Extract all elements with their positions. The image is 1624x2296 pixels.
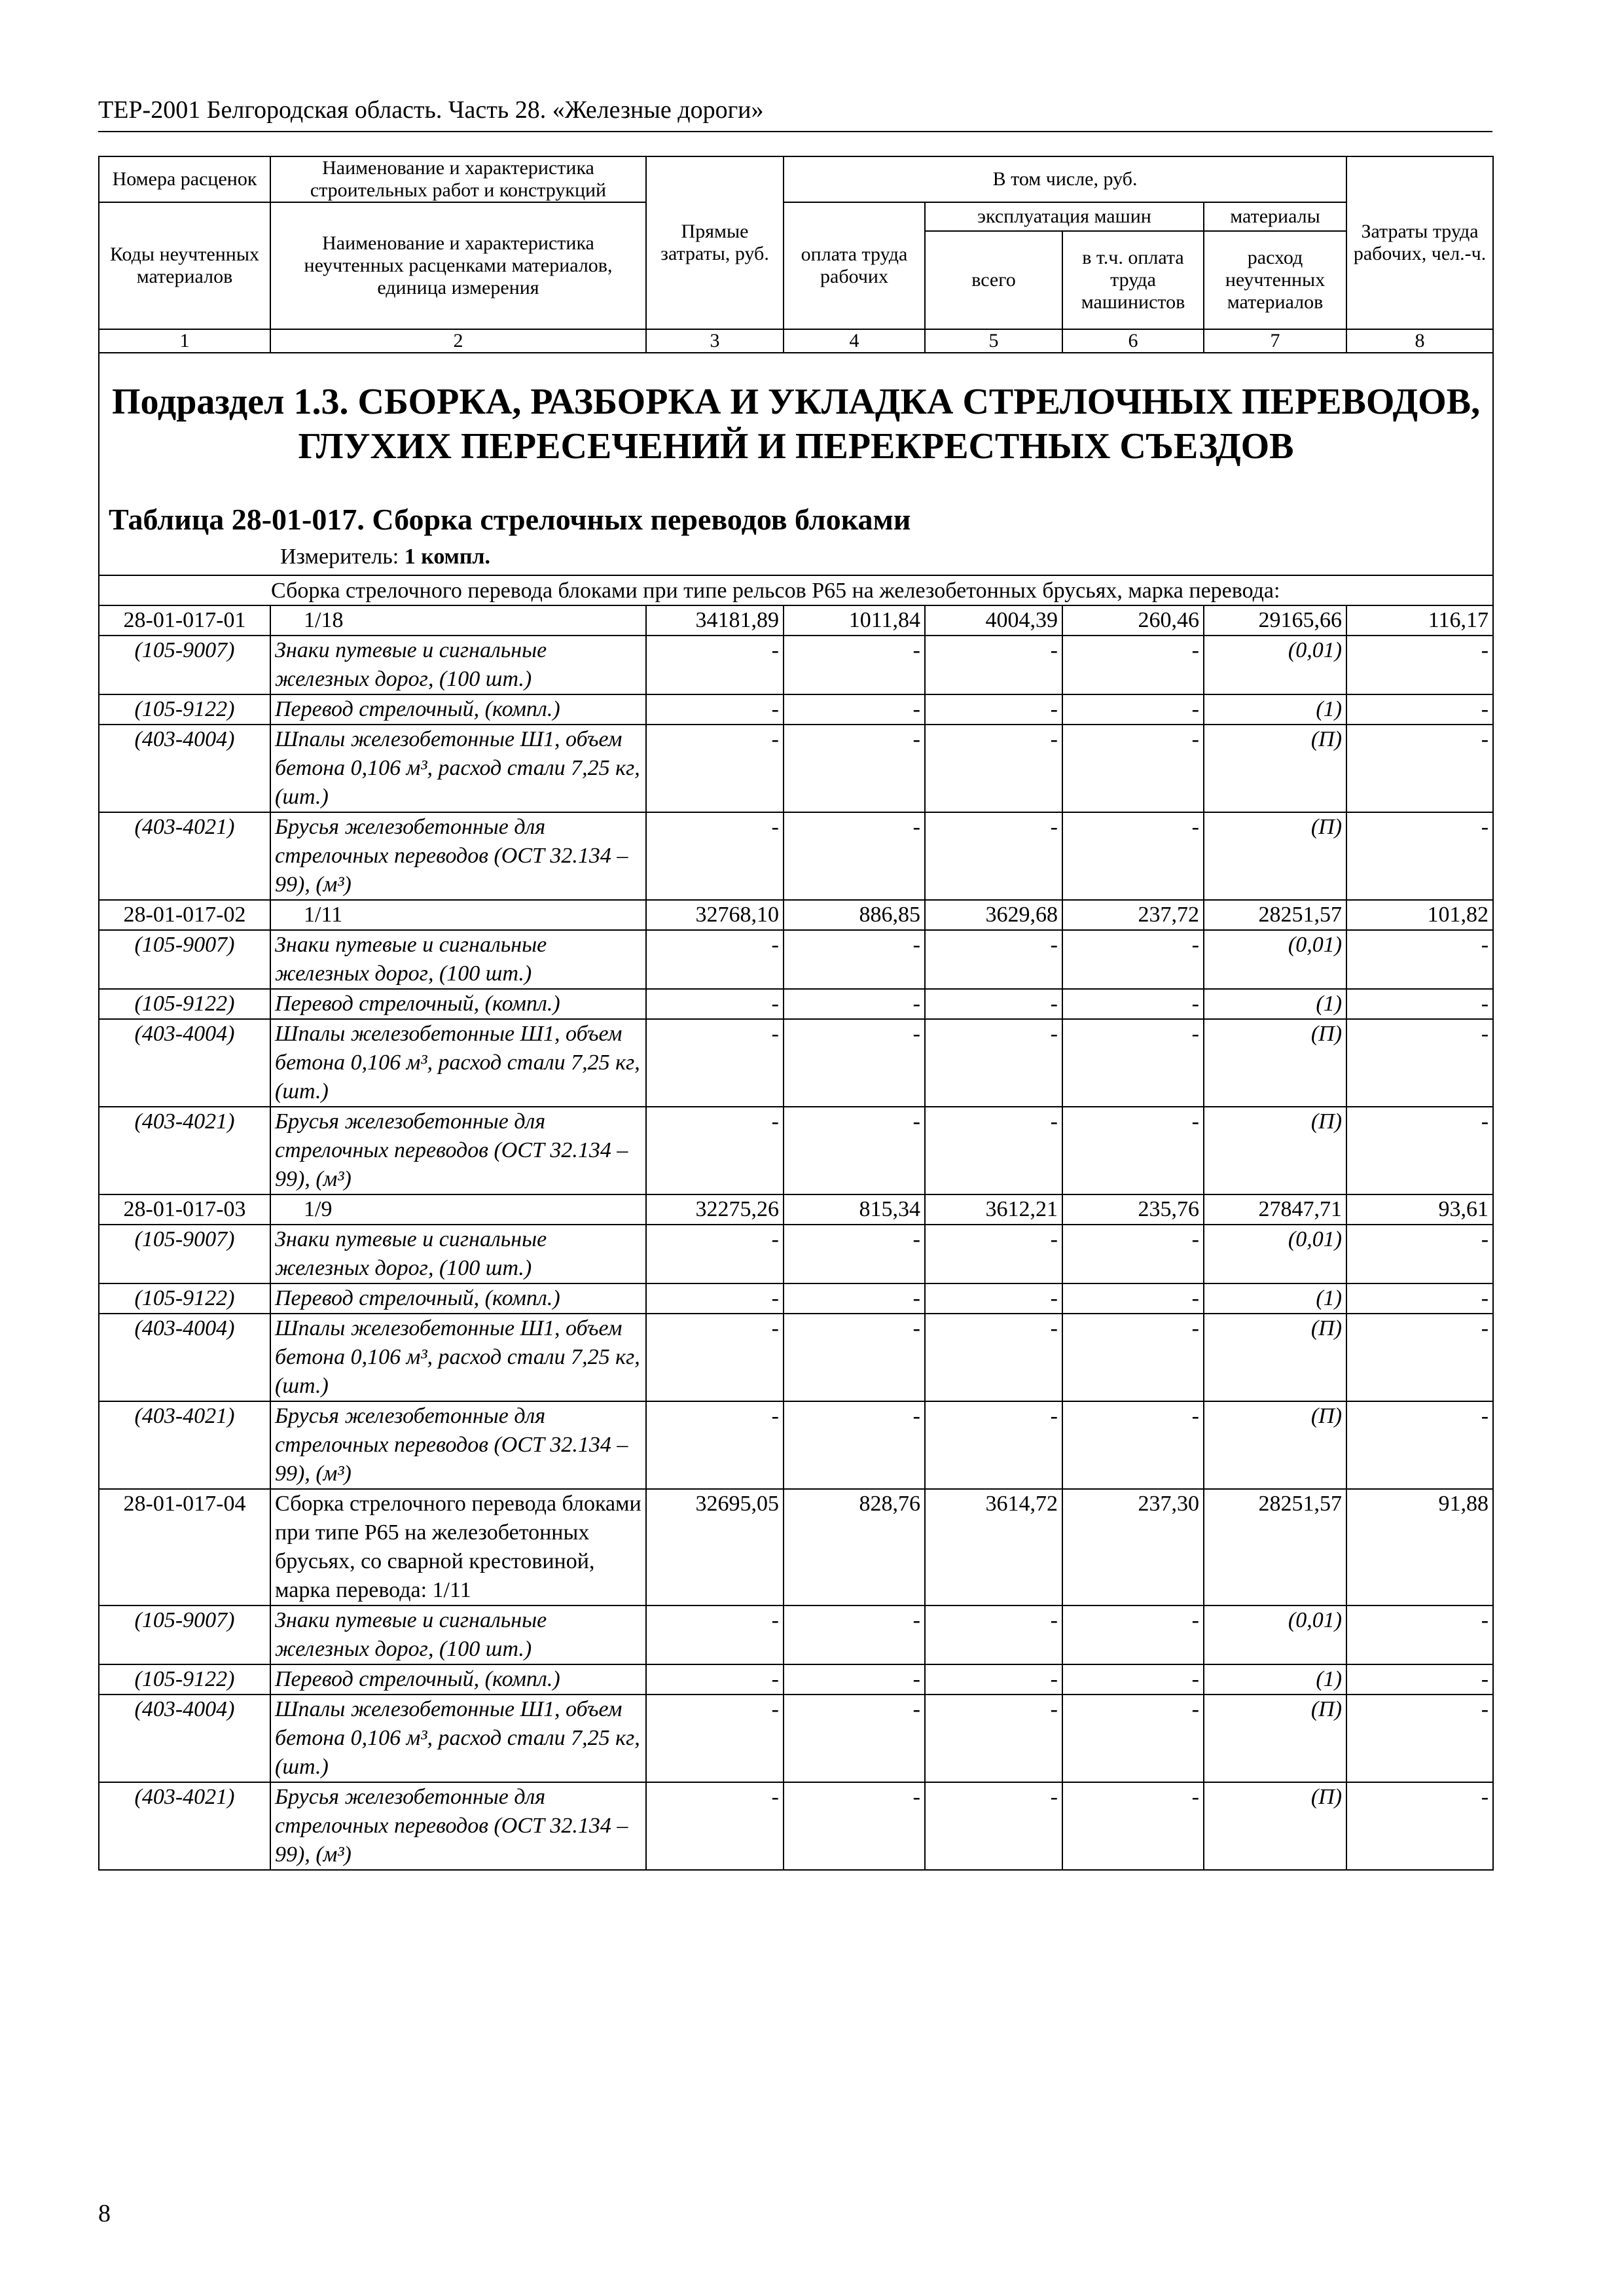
- material-value: -: [784, 989, 925, 1019]
- material-value: -: [784, 1283, 925, 1314]
- material-value: -: [925, 1283, 1062, 1314]
- material-name: Знаки путевые и сигнальные железных дорог, (100 шт.): [270, 1605, 646, 1664]
- material-value: -: [646, 1695, 784, 1782]
- rate-value: 93,61: [1346, 1194, 1493, 1225]
- rate-row: [99, 605, 1493, 636]
- material-row: [99, 1314, 1493, 1401]
- col-number: 8: [1346, 329, 1493, 353]
- material-value: -: [925, 1695, 1062, 1782]
- material-value: -: [925, 694, 1062, 725]
- material-value: -: [646, 1019, 784, 1107]
- material-code: (105-9122): [99, 694, 270, 725]
- material-value: -: [925, 1019, 1062, 1107]
- material-row: [99, 1107, 1493, 1194]
- header-rule: [98, 131, 1492, 132]
- rate-value: 260,46: [1062, 605, 1204, 636]
- material-value: -: [1346, 1782, 1493, 1870]
- material-value: -: [1346, 1605, 1493, 1664]
- col2-header-top: Наименование и характеристика строительных работ и конструкций: [270, 156, 646, 202]
- col1-header-bottom: Коды неучтенных материалов: [99, 202, 270, 329]
- material-value: -: [784, 1605, 925, 1664]
- rate-value: 101,82: [1346, 900, 1493, 930]
- material-value: -: [784, 725, 925, 812]
- material-value: -: [925, 1664, 1062, 1695]
- machines-header: эксплуатация машин: [925, 202, 1204, 231]
- material-value: -: [784, 1314, 925, 1401]
- group-heading: Сборка стрелочного перевода блоками при типе рельсов Р65 на железобетонных брусьях, марка перевода:: [99, 575, 1493, 605]
- material-value: -: [1062, 930, 1204, 989]
- page-number: 8: [98, 2200, 111, 2227]
- col-number: 6: [1062, 329, 1204, 353]
- rate-value: 237,72: [1062, 900, 1204, 930]
- material-value: -: [925, 1314, 1062, 1401]
- material-value: -: [784, 1695, 925, 1782]
- rate-value: 3614,72: [925, 1489, 1062, 1605]
- material-name: Знаки путевые и сигнальные железных дорог, (100 шт.): [270, 636, 646, 694]
- material-value: -: [1062, 1314, 1204, 1401]
- material-code: (105-9007): [99, 930, 270, 989]
- material-value: -: [1062, 1107, 1204, 1194]
- material-value: -: [646, 1314, 784, 1401]
- material-code: (403-4021): [99, 1782, 270, 1870]
- material-value: -: [1062, 1283, 1204, 1314]
- material-code: (403-4004): [99, 1695, 270, 1782]
- material-code: (403-4021): [99, 1401, 270, 1489]
- material-value: -: [1346, 989, 1493, 1019]
- material-name: Перевод стрелочный, (компл.): [270, 989, 646, 1019]
- material-row: [99, 1283, 1493, 1314]
- material-value: -: [925, 989, 1062, 1019]
- material-name: Перевод стрелочный, (компл.): [270, 694, 646, 725]
- material-row: [99, 694, 1493, 725]
- material-value: (П): [1204, 1695, 1346, 1782]
- subsection-title: Подраздел 1.3. СБОРКА, РАЗБОРКА И УКЛАДКА СТРЕЛОЧНЫХ ПЕРЕВОДОВ, ГЛУХИХ ПЕРЕСЕЧЕНИЙ И ПЕРЕКРЕСТНЫХ СЪЕЗДОВ: [111, 382, 1481, 467]
- material-value: -: [784, 636, 925, 694]
- material-value: -: [1062, 1019, 1204, 1107]
- material-value: -: [646, 636, 784, 694]
- material-row: [99, 725, 1493, 812]
- material-name: Брусья железобетонные для стрелочных переводов (ОСТ 32.134 – 99), (м³): [270, 812, 646, 900]
- material-value: -: [784, 1019, 925, 1107]
- material-value: -: [646, 1782, 784, 1870]
- material-name: Брусья железобетонные для стрелочных переводов (ОСТ 32.134 – 99), (м³): [270, 1782, 646, 1870]
- material-value: -: [646, 930, 784, 989]
- material-code: (403-4021): [99, 812, 270, 900]
- material-name: Знаки путевые и сигнальные железных дорог, (100 шт.): [270, 1225, 646, 1283]
- rate-value: 116,17: [1346, 605, 1493, 636]
- material-value: -: [1346, 1019, 1493, 1107]
- material-value: (0,01): [1204, 636, 1346, 694]
- rate-value: 815,34: [784, 1194, 925, 1225]
- material-value: (П): [1204, 1107, 1346, 1194]
- col3-header: Прямые затраты, руб.: [646, 156, 784, 329]
- rate-value: 1011,84: [784, 605, 925, 636]
- col-number: 7: [1204, 329, 1346, 353]
- material-value: -: [925, 1107, 1062, 1194]
- material-value: (0,01): [1204, 1605, 1346, 1664]
- material-value: -: [1062, 1401, 1204, 1489]
- material-row: [99, 636, 1493, 694]
- material-code: (403-4004): [99, 725, 270, 812]
- rate-name: 1/18: [270, 605, 646, 636]
- rate-value: 29165,66: [1204, 605, 1346, 636]
- col5-header: всего: [925, 231, 1062, 329]
- material-name: Брусья железобетонные для стрелочных переводов (ОСТ 32.134 – 99), (м³): [270, 1401, 646, 1489]
- material-value: -: [646, 989, 784, 1019]
- running-header: ТЕР-2001 Белгородская область. Часть 28. «Железные дороги»: [98, 96, 764, 124]
- rate-value: 91,88: [1346, 1489, 1493, 1605]
- rate-code: 28-01-017-03: [99, 1194, 270, 1225]
- material-value: -: [925, 930, 1062, 989]
- material-value: -: [1346, 1283, 1493, 1314]
- material-name: Шпалы железобетонные Ш1, объем бетона 0,106 м³, расход стали 7,25 кг, (шт.): [270, 1695, 646, 1782]
- material-row: [99, 1605, 1493, 1664]
- col6-header: в т.ч. оплата труда машинистов: [1062, 231, 1204, 329]
- rate-value: 237,30: [1062, 1489, 1204, 1605]
- material-value: -: [1346, 812, 1493, 900]
- section-block: [99, 353, 1493, 575]
- material-value: -: [1346, 636, 1493, 694]
- material-value: -: [1062, 1225, 1204, 1283]
- material-value: -: [646, 1401, 784, 1489]
- material-value: -: [1346, 1401, 1493, 1489]
- material-value: -: [1346, 725, 1493, 812]
- material-value: -: [925, 1782, 1062, 1870]
- material-value: -: [1062, 694, 1204, 725]
- rate-row: [99, 900, 1493, 930]
- col-number: 4: [784, 329, 925, 353]
- material-row: [99, 812, 1493, 900]
- material-value: (1): [1204, 1283, 1346, 1314]
- rate-value: 3629,68: [925, 900, 1062, 930]
- material-row: [99, 930, 1493, 989]
- rate-value: 34181,89: [646, 605, 784, 636]
- material-name: Перевод стрелочный, (компл.): [270, 1664, 646, 1695]
- rate-value: 27847,71: [1204, 1194, 1346, 1225]
- material-value: -: [784, 694, 925, 725]
- rate-value: 28251,57: [1204, 1489, 1346, 1605]
- rates-table: [98, 156, 1494, 1871]
- material-code: (403-4004): [99, 1314, 270, 1401]
- material-value: (1): [1204, 989, 1346, 1019]
- rate-value: 32275,26: [646, 1194, 784, 1225]
- material-value: -: [784, 1225, 925, 1283]
- material-value: -: [784, 1782, 925, 1870]
- material-value: -: [925, 1401, 1062, 1489]
- material-value: -: [925, 725, 1062, 812]
- material-name: Шпалы железобетонные Ш1, объем бетона 0,106 м³, расход стали 7,25 кг, (шт.): [270, 1019, 646, 1107]
- material-value: -: [646, 1664, 784, 1695]
- material-value: -: [1346, 1107, 1493, 1194]
- material-value: -: [1346, 1314, 1493, 1401]
- material-value: -: [1346, 930, 1493, 989]
- rate-value: 235,76: [1062, 1194, 1204, 1225]
- material-value: (П): [1204, 1782, 1346, 1870]
- col8-header: Затраты труда рабочих, чел.-ч.: [1346, 156, 1493, 329]
- material-value: (1): [1204, 694, 1346, 725]
- material-value: -: [1062, 1664, 1204, 1695]
- material-code: (105-9122): [99, 1664, 270, 1695]
- material-code: (403-4004): [99, 1019, 270, 1107]
- material-value: -: [1346, 1225, 1493, 1283]
- material-row: [99, 1664, 1493, 1695]
- material-name: Шпалы железобетонные Ш1, объем бетона 0,106 м³, расход стали 7,25 кг, (шт.): [270, 725, 646, 812]
- rate-value: 32768,10: [646, 900, 784, 930]
- material-value: -: [646, 1225, 784, 1283]
- material-value: -: [1062, 812, 1204, 900]
- material-value: -: [925, 1605, 1062, 1664]
- material-code: (105-9122): [99, 1283, 270, 1314]
- rate-value: 28251,57: [1204, 900, 1346, 930]
- col-number: 2: [270, 329, 646, 353]
- col7-header: расход неучтенных материалов: [1204, 231, 1346, 329]
- material-value: -: [1346, 1664, 1493, 1695]
- material-value: (0,01): [1204, 1225, 1346, 1283]
- material-value: -: [1062, 989, 1204, 1019]
- table-title: Таблица 28-01-017. Сборка стрелочных переводов блоками: [109, 503, 911, 536]
- col-number: 1: [99, 329, 270, 353]
- material-value: -: [1062, 1605, 1204, 1664]
- material-value: -: [784, 1107, 925, 1194]
- rate-name: 1/9: [270, 1194, 646, 1225]
- rate-value: 4004,39: [925, 605, 1062, 636]
- material-value: (1): [1204, 1664, 1346, 1695]
- material-value: -: [646, 812, 784, 900]
- material-value: -: [925, 636, 1062, 694]
- rate-value: 3612,21: [925, 1194, 1062, 1225]
- including-header: В том числе, руб.: [784, 156, 1346, 202]
- material-value: -: [1346, 1695, 1493, 1782]
- material-value: -: [784, 812, 925, 900]
- material-code: (105-9007): [99, 1225, 270, 1283]
- rate-name: 1/11: [270, 900, 646, 930]
- material-value: (П): [1204, 812, 1346, 900]
- rate-value: 32695,05: [646, 1489, 784, 1605]
- material-value: -: [1346, 694, 1493, 725]
- material-row: [99, 989, 1493, 1019]
- rate-row: [99, 1489, 1493, 1605]
- material-code: (105-9007): [99, 636, 270, 694]
- material-row: [99, 1782, 1493, 1870]
- material-value: -: [1062, 1782, 1204, 1870]
- meter-value: 1 компл.: [404, 545, 491, 569]
- meter-label: Измеритель:: [280, 545, 399, 569]
- material-row: [99, 1225, 1493, 1283]
- material-code: (105-9122): [99, 989, 270, 1019]
- material-value: (0,01): [1204, 930, 1346, 989]
- rate-row: [99, 1194, 1493, 1225]
- material-name: Шпалы железобетонные Ш1, объем бетона 0,106 м³, расход стали 7,25 кг, (шт.): [270, 1314, 646, 1401]
- rate-code: 28-01-017-01: [99, 605, 270, 636]
- rate-code: 28-01-017-04: [99, 1489, 270, 1605]
- material-name: Брусья железобетонные для стрелочных переводов (ОСТ 32.134 – 99), (м³): [270, 1107, 646, 1194]
- col1-header-top: Номера расценок: [99, 156, 270, 202]
- material-value: -: [646, 725, 784, 812]
- material-value: -: [646, 1605, 784, 1664]
- material-value: -: [1062, 636, 1204, 694]
- material-value: (П): [1204, 1019, 1346, 1107]
- material-value: -: [925, 1225, 1062, 1283]
- material-name: Перевод стрелочный, (компл.): [270, 1283, 646, 1314]
- material-value: (П): [1204, 725, 1346, 812]
- material-name: Знаки путевые и сигнальные железных дорог, (100 шт.): [270, 930, 646, 989]
- materials-header: материалы: [1204, 202, 1346, 231]
- col4-header: оплата труда рабочих: [784, 202, 925, 329]
- material-value: -: [784, 1401, 925, 1489]
- col-number: 5: [925, 329, 1062, 353]
- material-value: -: [1062, 1695, 1204, 1782]
- col2-header-bottom: Наименование и характеристика неучтенных расценками материалов, единица измерения: [270, 202, 646, 329]
- material-value: -: [646, 1107, 784, 1194]
- material-row: [99, 1019, 1493, 1107]
- material-value: -: [925, 812, 1062, 900]
- material-value: -: [784, 1664, 925, 1695]
- material-value: -: [646, 694, 784, 725]
- meter: [280, 543, 1483, 571]
- material-row: [99, 1401, 1493, 1489]
- material-value: -: [646, 1283, 784, 1314]
- rate-code: 28-01-017-02: [99, 900, 270, 930]
- rate-name: Сборка стрелочного перевода блоками при типе Р65 на железобетонных брусьях, со сварной крестовиной, марка перевода: 1/11: [270, 1489, 646, 1605]
- col-number: 3: [646, 329, 784, 353]
- material-value: (П): [1204, 1314, 1346, 1401]
- material-code: (403-4021): [99, 1107, 270, 1194]
- material-value: -: [1062, 725, 1204, 812]
- material-value: (П): [1204, 1401, 1346, 1489]
- rate-value: 886,85: [784, 900, 925, 930]
- material-code: (105-9007): [99, 1605, 270, 1664]
- material-value: -: [784, 930, 925, 989]
- material-row: [99, 1695, 1493, 1782]
- rate-value: 828,76: [784, 1489, 925, 1605]
